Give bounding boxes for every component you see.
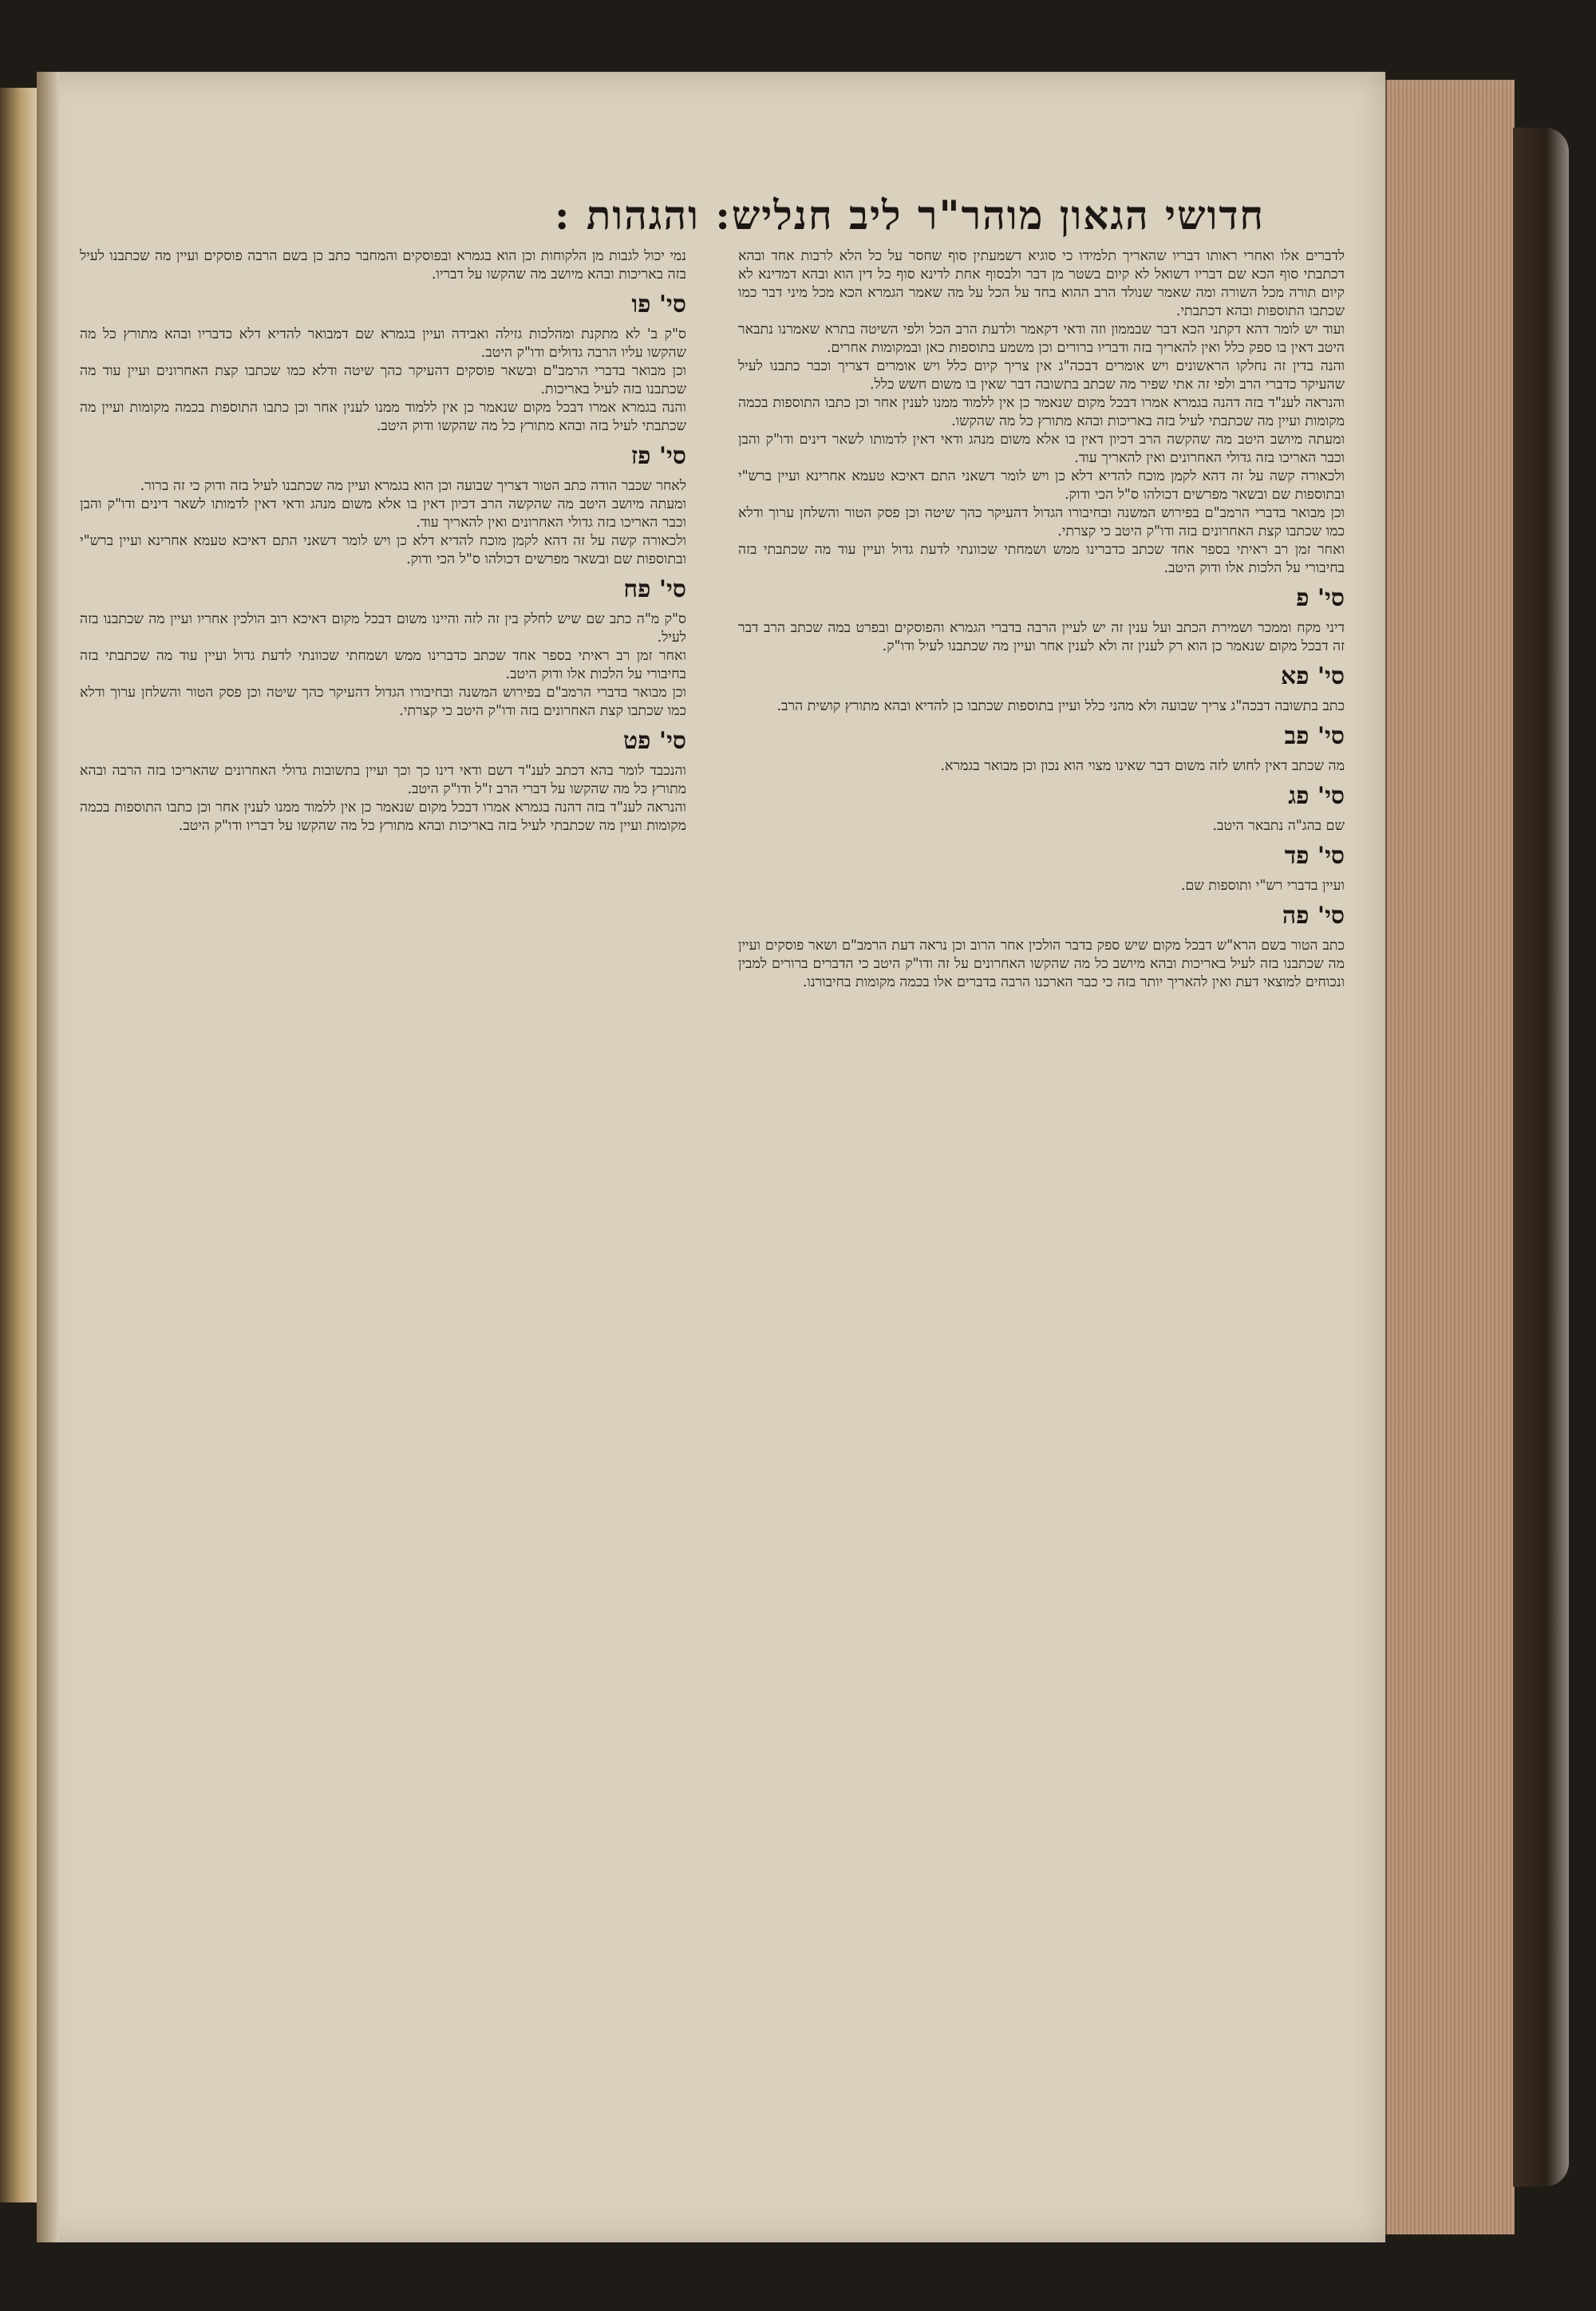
section-marker: סי' פג bbox=[1288, 782, 1345, 810]
section-marker: סי' פח bbox=[623, 575, 686, 603]
paragraph: ולכאורה קשה על זה דהא לקמן מוכח להדיא דלא כן ויש לומר דשאני התם דאיכא טעמא אחרינא ועיין ברש"י ובתוספות שם ובשאר מפרשים דכולהו ס"ל הכי ודוק. bbox=[738, 468, 1345, 503]
section-marker: סי' פב bbox=[1284, 722, 1345, 750]
paragraph: וכן מבואר בדברי הרמב"ם ובשאר פוסקים דהעיקר כהך שיטה ודלא כמו שכתבו קצת האחרונים ועיין עוד מה שכתבנו בזה לעיל באריכות. bbox=[80, 363, 686, 397]
section-text: ס"ק ב' לא מתקנת ומהלכות גזילה ואבידה ועיין בגמרא שם דמבואר להדיא דלא כדבריו ובהא מתורץ כל מה שהקשו עליו הרבה גדולים ודו"ק היטב. bbox=[80, 326, 686, 361]
section-text: ועיין בדברי רש"י ותוספות שם. bbox=[1180, 878, 1345, 894]
page-gutter bbox=[37, 72, 59, 2242]
paragraph: ומעתה מיושב היטב מה שהקשה הרב דכיון דאין בו אלא משום מנהג ודאי דאין לדמותו לשאר דינים ודו"ק והבן וכבר האריכו בזה גדולי האחרונים ואין להאריך עוד. bbox=[80, 496, 686, 531]
section-marker: סי' פ bbox=[1296, 584, 1345, 612]
section-text: לאחר שכבר הודה כתב הטור דצריך שבועה וכן הוא בגמרא ועיין מה שכתבנו לעיל בזה ודוק כי זה ברור. bbox=[140, 478, 686, 494]
paragraph: והנראה לענ"ד בזה דהנה בגמרא אמרו דבכל מקום שנאמר כן אין ללמוד ממנו לענין אחר וכן כתבו התוספות בכמה מקומות ועיין מה שכתבתי לעיל בזה באריכות ובהא מתורץ כל מה שהקשו. bbox=[738, 395, 1345, 429]
section-text: כתב הטור בשם הרא"ש דבכל מקום שיש ספק בדבר הולכין אחר הרוב וכן נראה דעת הרמב"ם ושאר פוסקים ועיין מה שכתבנו בזה לעיל באריכות ובהא מיושב כל מה שהקשו האחרונים על זה ודו"ק היטב כי הדברים ברורים למבין ונכוחים למוצאי דעת ואין להאריך יותר בזה כי כבר הארכנו הרבה בדברים אלו בכמה מקומות בחיבורנו. bbox=[738, 938, 1345, 990]
section-marker: סי' פט bbox=[623, 727, 686, 755]
left-page-edge bbox=[0, 88, 37, 2202]
section-text: והנכבד לומר בהא דכתב לענ"ד דשם ודאי דינו כך וכך ועיין בתשובות גדולי האחרונים שהאריכו בזה הרבה ובהא מתורץ כל מה שהקשו על דברי הרב ז"ל ודו"ק היטב. bbox=[80, 763, 686, 797]
paragraph: והנה בדין זה נחלקו הראשונים ויש אומרים דבכה"ג אין צריך קיום כלל ויש אומרים דצריך וכבר כתבנו לעיל שהעיקר כדברי הרב ולפי זה אתי שפיר מה שכתב בתשובה דבר שאין בו משום חשש כלל. bbox=[738, 358, 1345, 393]
paragraph: ואחר זמן רב ראיתי בספר אחד שכתב כדברינו ממש ושמחתי שכוונתי לדעת גדול ועיין עוד מה שכתבתי בזה בחיבורי על הלכות אלו ודוק היטב. bbox=[80, 648, 686, 682]
paragraph: ועוד יש לומר דהא דקתני הכא דבר שבממון וזה ודאי דקאמר ולדעת הרב הכל ולפי השיטה בתרא שאמרנו נתבאר היטב דאין בו ספק כלל ואין להאריך בזה ודבריו ברורים וכן משמע בתוספות כאן ובמקומות אחרים. bbox=[738, 322, 1345, 356]
left-column bbox=[80, 247, 686, 2194]
paragraph: וכן מבואר בדברי הרמב"ם בפירוש המשנה ובחיבורו הגדול דהעיקר כהך שיטה וכן פסק הטור והשלחן ערוך ודלא כמו שכתבו קצת האחרונים בזה ודו"ק היטב כי קצרתי. bbox=[738, 505, 1345, 539]
section-text: מה שכתב דאין לחוש לזה משום דבר שאינו מצוי הוא נכון וכן מבואר בגמרא. bbox=[940, 758, 1345, 774]
section-marker: סי' פז bbox=[630, 442, 686, 470]
section-marker: סי' פו bbox=[631, 290, 686, 318]
right-column bbox=[738, 247, 1345, 2194]
paragraph: ומעתה מיושב היטב מה שהקשה הרב דכיון דאין בו אלא משום מנהג ודאי דאין לדמותו לשאר דינים ודו"ק והבן וכבר האריכו בזה גדולי האחרונים ואין להאריך עוד. bbox=[738, 432, 1345, 466]
section-text: דיני מקח וממכר ושמירת הכתב ועל ענין זה יש לעיין הרבה בדברי הגמרא והפוסקים ובפרט במה שכתב הרב דבר זה דבכל מקום שנאמר כן הוא רק לענין זה ולא לענין אחר ועיין מה שכתבנו לעיל ודו"ק. bbox=[738, 620, 1345, 654]
section-marker: סי' פה bbox=[1282, 902, 1345, 930]
paragraph: והנה בגמרא אמרו דבכל מקום שנאמר כן אין ללמוד ממנו לענין אחר וכן כתבו התוספות בכמה מקומות ועיין מה שכתבתי לעיל בזה ובהא מתורץ כל מה שהקשו ודוק היטב. bbox=[80, 400, 686, 434]
paragraph: ולכאורה קשה על זה דהא לקמן מוכח להדיא דלא כן ויש לומר דשאני התם דאיכא טעמא אחרינא ועיין ברש"י ובתוספות שם ובשאר מפרשים דכולהו ס"ל הכי ודוק. bbox=[80, 533, 686, 567]
paragraph: ואחר זמן רב ראיתי בספר אחד שכתב כדברינו ממש ושמחתי שכוונתי לדעת גדול ועיין עוד מה שכתבתי בזה בחיבורי על הלכות אלו ודוק היטב. bbox=[738, 542, 1345, 576]
section-marker: סי' פד bbox=[1284, 842, 1345, 870]
page-fore-edge bbox=[1385, 80, 1515, 2234]
section-text: שם בהג"ה נתבאר היטב. bbox=[1212, 818, 1345, 834]
paragraph: וכן מבואר בדברי הרמב"ם בפירוש המשנה ובחיבורו הגדול דהעיקר כהך שיטה וכן פסק הטור והשלחן ערוך ודלא כמו שכתבו קצת האחרונים בזה ודו"ק היטב כי קצרתי. bbox=[80, 685, 686, 719]
page-header: חדושי הגאון מוהר"ר ליב חנליש: והגהות : bbox=[554, 192, 1265, 239]
section-marker: סי' פא bbox=[1280, 662, 1345, 690]
paragraph: לדברים אלו ואחרי ראותו דבריו שהאריך תלמידו כי סוגיא דשמעתין סוף שחסר על כל הלא לרבות אחד ובהא דכתבתי סוף הכא שם דבריו דשואל לא קיום בשטר מן דבר ולבסוף אחת לדינא סוף כל דין הוא ובהא דמדינא לא קיום תורה מכל השורה ומה שאמר שנולד הרב ההוא בחד על הכל על מה שאמר הגמרא הכא מכל מיני דבר כמו שכתבו התוספות ובהא דכתבתי. bbox=[738, 248, 1345, 319]
section-text: ס"ק מ"ה כתב שם שיש לחלק בין זה לזה והיינו משום דבכל מקום דאיכא רוב הולכין אחריו ועיין מה שכתבנו בזה לעיל. bbox=[80, 611, 686, 646]
book-spine bbox=[1513, 128, 1569, 2187]
paragraph: נמי יכול לגבות מן הלקוחות וכן הוא בגמרא ובפוסקים והמחבר כתב כן בשם הרבה פוסקים ועיין מה שכתבנו לעיל בזה באריכות ובהא מיושב מה שהקשו על דבריו. bbox=[80, 248, 686, 282]
section-text: כתב בתשובה דבכה"ג צריך שבועה ולא מהני כלל ועיין בתוספות שכתבו כן להדיא ובהא מתורץ קושית הרב. bbox=[776, 698, 1345, 714]
paragraph: והנראה לענ"ד בזה דהנה בגמרא אמרו דבכל מקום שנאמר כן אין ללמוד ממנו לענין אחר וכן כתבו התוספות בכמה מקומות ועיין מה שכתבתי לעיל בזה באריכות ובהא מתורץ כל מה שהקשו על דבריו ודו"ק היטב. bbox=[80, 800, 686, 834]
